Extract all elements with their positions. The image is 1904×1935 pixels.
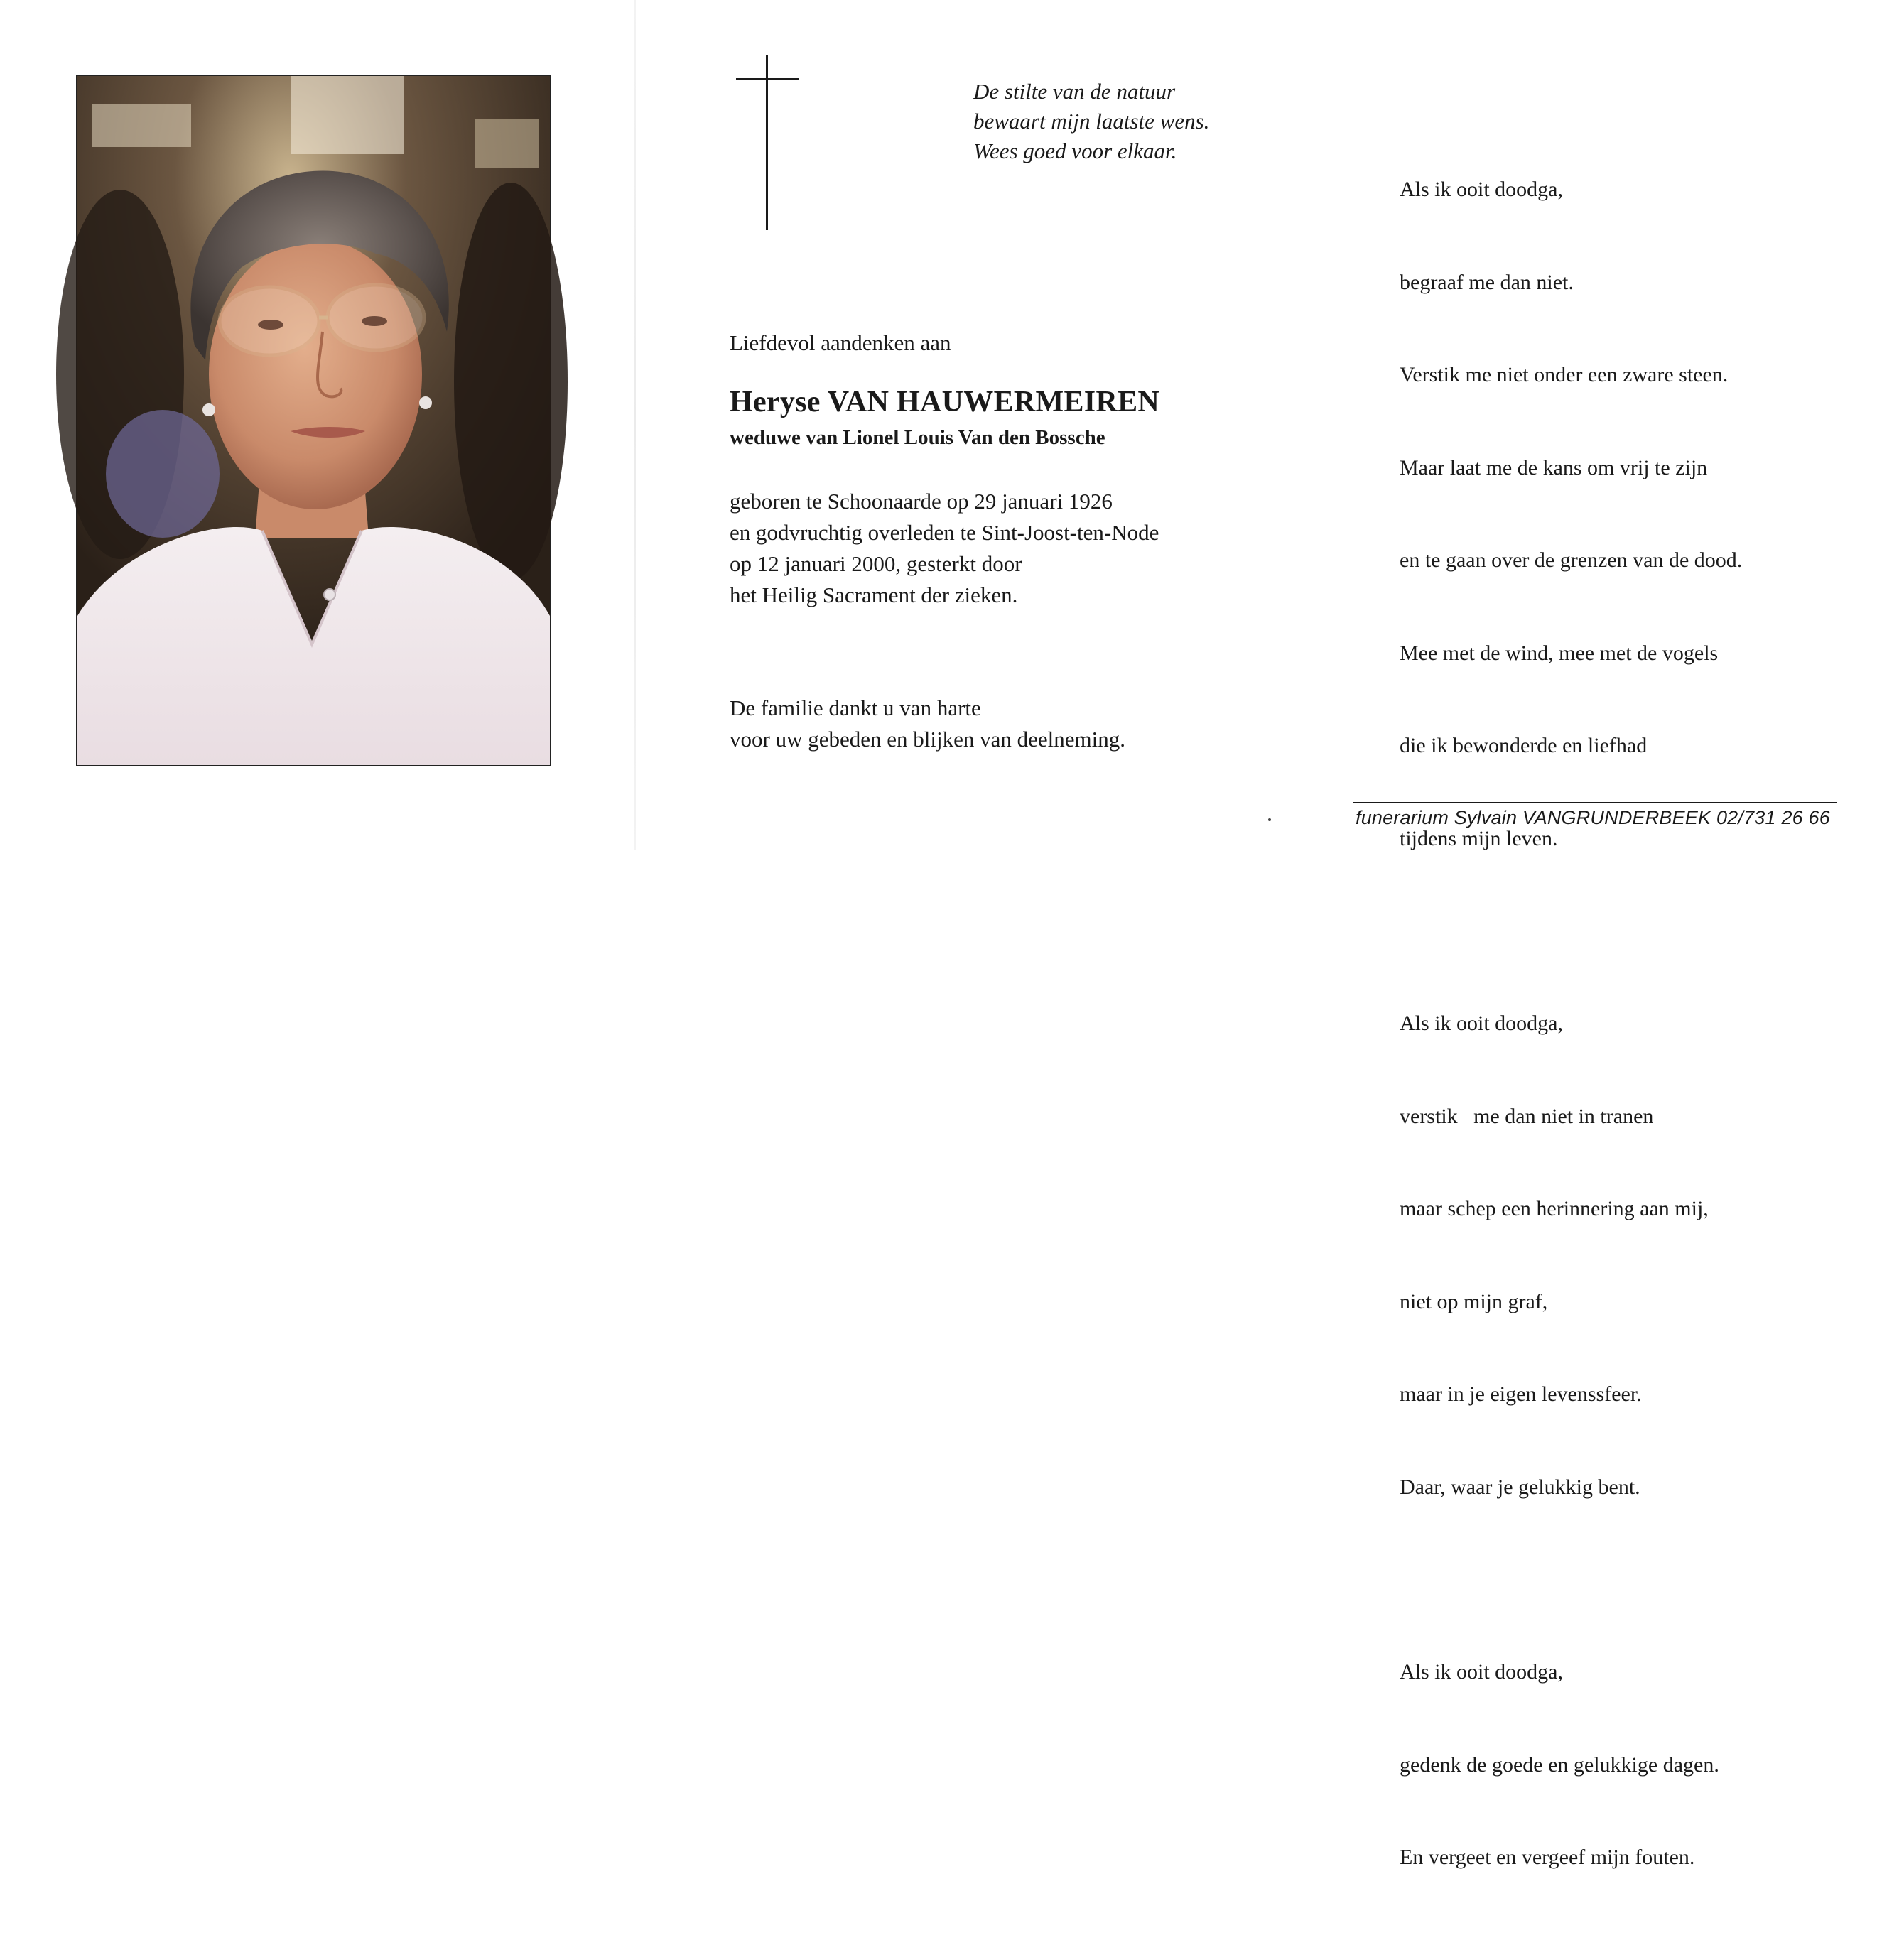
family-thanks bbox=[730, 693, 1125, 755]
poem-stanza-2 bbox=[1400, 946, 1742, 1564]
birth-death-details bbox=[730, 486, 1159, 611]
poem-line: Mee met de wind, mee met de vogels bbox=[1400, 641, 1719, 665]
poem-line: Als ik ooit doodga, bbox=[1400, 178, 1563, 201]
memorial-intro: Liefdevol aandenken aan bbox=[730, 330, 951, 355]
poem-line: En vergeet en vergeef mijn fouten. bbox=[1400, 1845, 1695, 1869]
poem-line: maar in je eigen levenssfeer. bbox=[1400, 1382, 1642, 1406]
thanks-line: De familie dankt u van harte bbox=[730, 695, 981, 720]
funeral-home-credit: funerarium Sylvain VANGRUNDERBEEK 02/731 26 66 bbox=[1356, 807, 1831, 828]
poem-stanza-3 bbox=[1400, 1595, 1742, 1935]
deceased-first-name: Heryse bbox=[730, 386, 821, 418]
portrait-photo bbox=[76, 75, 551, 766]
poem-line: tijdens mijn leven. bbox=[1400, 826, 1558, 850]
motto-line: Wees goed voor elkaar. bbox=[973, 139, 1177, 163]
thanks-line: voor uw gebeden en blijken van deelneming. bbox=[730, 727, 1125, 752]
poem-line: gedenk de goede en gelukkige dagen. bbox=[1400, 1752, 1719, 1777]
poem-line: Als ik ooit doodga, bbox=[1400, 1660, 1563, 1684]
poem-line: Verstik me niet onder een zware steen. bbox=[1400, 363, 1729, 386]
cross-icon-vertical bbox=[766, 55, 768, 230]
footer-divider bbox=[1353, 802, 1837, 803]
poem-line: Daar, waar je gelukkig bent. bbox=[1400, 1475, 1640, 1499]
poem-line: Maar laat me de kans om vrij te zijn bbox=[1400, 455, 1708, 479]
poem-line: verstik me dan niet in tranen bbox=[1400, 1104, 1654, 1128]
cross-icon-horizontal bbox=[736, 78, 799, 80]
poem-line: maar schep een herinnering aan mij, bbox=[1400, 1197, 1709, 1220]
deceased-surname: VAN HAUWERMEIREN bbox=[827, 386, 1160, 418]
poem-line: niet op mijn graf, bbox=[1400, 1289, 1548, 1313]
motto-line: De stilte van de natuur bbox=[973, 79, 1176, 104]
motto-verse bbox=[973, 77, 1209, 166]
print-speck bbox=[1268, 818, 1271, 821]
birth-death-line: geboren te Schoonaarde op 29 januari 1926 bbox=[730, 489, 1113, 514]
birth-death-line: op 12 januari 2000, gesterkt door bbox=[730, 551, 1022, 576]
poem-line: Als ik ooit doodga, bbox=[1400, 1012, 1563, 1035]
spouse-line: weduwe van Lionel Louis Van den Bossche bbox=[730, 426, 1105, 449]
poem-line: begraaf me dan niet. bbox=[1400, 270, 1574, 294]
poem-line: en te gaan over de grenzen van de dood. bbox=[1400, 548, 1743, 572]
motto-line: bewaart mijn laatste wens. bbox=[973, 109, 1210, 134]
card-fold-line bbox=[634, 0, 636, 850]
poem-line: die ik bewonderde en liefhad bbox=[1400, 734, 1648, 757]
birth-death-line: en godvruchtig overleden te Sint-Joost-ten-Node bbox=[730, 520, 1159, 545]
deceased-name bbox=[730, 384, 1159, 421]
poem bbox=[1400, 112, 1742, 1935]
poem-stanza-1 bbox=[1400, 112, 1742, 916]
portrait-illustration bbox=[77, 76, 550, 765]
birth-death-line: het Heilig Sacrament der zieken. bbox=[730, 582, 1018, 607]
